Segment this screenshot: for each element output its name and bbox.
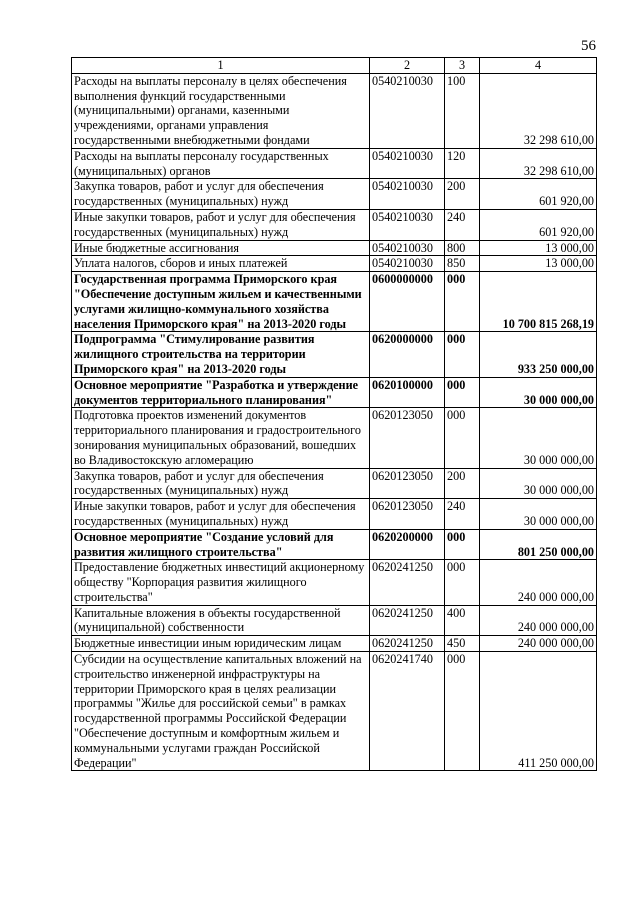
row-sum-cell: 933 250 000,00 <box>480 332 597 377</box>
page-number: 56 <box>581 38 596 54</box>
table-header-row <box>72 58 597 74</box>
row-name-cell: Иные закупки товаров, работ и услуг для обеспечения государственных (муниципальных) нужд <box>72 499 370 530</box>
row-code-cell: 0620200000 <box>370 529 445 560</box>
row-sum-cell: 32 298 610,00 <box>480 73 597 148</box>
row-code-cell: 0620123050 <box>370 468 445 499</box>
row-sum-cell: 240 000 000,00 <box>480 560 597 605</box>
row-sum-cell: 30 000 000,00 <box>480 408 597 468</box>
table-row <box>72 377 597 408</box>
row-type-cell: 000 <box>445 529 480 560</box>
header-col-1: 1 <box>72 58 370 74</box>
row-type-cell: 000 <box>445 408 480 468</box>
row-sum-cell: 13 000,00 <box>480 256 597 272</box>
row-type-cell: 240 <box>445 209 480 240</box>
row-type-cell: 000 <box>445 377 480 408</box>
row-code-cell: 0540210030 <box>370 179 445 210</box>
row-name-cell: Расходы на выплаты персоналу государственных (муниципальных) органов <box>72 148 370 179</box>
row-code-cell: 0540210030 <box>370 256 445 272</box>
row-sum-cell: 601 920,00 <box>480 179 597 210</box>
row-sum-cell: 30 000 000,00 <box>480 468 597 499</box>
row-type-cell: 200 <box>445 468 480 499</box>
row-name-cell: Предоставление бюджетных инвестиций акционерному обществу "Корпорация развития жилищного строительства" <box>72 560 370 605</box>
row-name-cell: Капитальные вложения в объекты государственной (муниципальной) собственности <box>72 605 370 636</box>
row-type-cell: 400 <box>445 605 480 636</box>
row-type-cell: 000 <box>445 560 480 605</box>
row-code-cell: 0540210030 <box>370 209 445 240</box>
row-name-cell: Расходы на выплаты персоналу в целях обеспечения выполнения функций государственными (муниципальными) органами, казенными учреждениями, органами управления государственными внебюджетными фондами <box>72 73 370 148</box>
row-code-cell: 0620123050 <box>370 408 445 468</box>
table-row <box>72 179 597 210</box>
row-code-cell: 0620241740 <box>370 652 445 771</box>
row-type-cell: 450 <box>445 636 480 652</box>
table-row <box>72 560 597 605</box>
row-sum-cell: 10 700 815 268,19 <box>480 272 597 332</box>
row-code-cell: 0620241250 <box>370 636 445 652</box>
table-row <box>72 408 597 468</box>
table-row <box>72 240 597 256</box>
row-type-cell: 240 <box>445 499 480 530</box>
row-type-cell: 000 <box>445 332 480 377</box>
row-name-cell: Иные бюджетные ассигнования <box>72 240 370 256</box>
row-type-cell: 100 <box>445 73 480 148</box>
header-col-3: 3 <box>445 58 480 74</box>
row-name-cell: Подпрограмма "Стимулирование развития жилищного строительства на территории Приморского края" на 2013-2020 годы <box>72 332 370 377</box>
row-sum-cell: 801 250 000,00 <box>480 529 597 560</box>
row-sum-cell: 411 250 000,00 <box>480 652 597 771</box>
row-sum-cell: 601 920,00 <box>480 209 597 240</box>
row-code-cell: 0620123050 <box>370 499 445 530</box>
row-name-cell: Субсидии на осуществление капитальных вложений на строительство инженерной инфраструктуры на территории Приморского края в целях реализации программы "Жилье для российской семьи" в рамках государственной программы Российской Федерации "Обеспечение доступным и комфортным жильем и коммунальными услугами граждан Российской Федерации" <box>72 652 370 771</box>
row-name-cell: Бюджетные инвестиции иным юридическим лицам <box>72 636 370 652</box>
row-code-cell: 0620100000 <box>370 377 445 408</box>
table-row <box>72 209 597 240</box>
row-sum-cell: 32 298 610,00 <box>480 148 597 179</box>
row-name-cell: Закупка товаров, работ и услуг для обеспечения государственных (муниципальных) нужд <box>72 179 370 210</box>
row-name-cell: Основное мероприятие "Создание условий для развития жилищного строительства" <box>72 529 370 560</box>
row-type-cell: 120 <box>445 148 480 179</box>
row-name-cell: Уплата налогов, сборов и иных платежей <box>72 256 370 272</box>
table-row <box>72 256 597 272</box>
table-row <box>72 148 597 179</box>
row-sum-cell: 240 000 000,00 <box>480 636 597 652</box>
row-code-cell: 0600000000 <box>370 272 445 332</box>
row-name-cell: Закупка товаров, работ и услуг для обеспечения государственных (муниципальных) нужд <box>72 468 370 499</box>
header-col-2: 2 <box>370 58 445 74</box>
row-name-cell: Государственная программа Приморского края "Обеспечение доступным жильем и качественными услугами жилищно-коммунального хозяйства населения Приморского края" на 2013-2020 годы <box>72 272 370 332</box>
row-type-cell: 200 <box>445 179 480 210</box>
header-col-4: 4 <box>480 58 597 74</box>
table-row <box>72 652 597 771</box>
table-row <box>72 499 597 530</box>
row-code-cell: 0540210030 <box>370 240 445 256</box>
row-code-cell: 0620241250 <box>370 605 445 636</box>
row-name-cell: Иные закупки товаров, работ и услуг для обеспечения государственных (муниципальных) нужд <box>72 209 370 240</box>
row-sum-cell: 30 000 000,00 <box>480 499 597 530</box>
table-row <box>72 272 597 332</box>
row-sum-cell: 240 000 000,00 <box>480 605 597 636</box>
table-row <box>72 73 597 148</box>
row-type-cell: 800 <box>445 240 480 256</box>
row-code-cell: 0540210030 <box>370 148 445 179</box>
table-row <box>72 332 597 377</box>
table-row <box>72 529 597 560</box>
row-sum-cell: 13 000,00 <box>480 240 597 256</box>
row-code-cell: 0540210030 <box>370 73 445 148</box>
row-type-cell: 000 <box>445 272 480 332</box>
row-code-cell: 0620000000 <box>370 332 445 377</box>
row-name-cell: Подготовка проектов изменений документов территориального планирования и градостроительного зонирования муниципальных образований, вошедших во Владивостокскую агломерацию <box>72 408 370 468</box>
budget-table <box>71 57 597 771</box>
row-code-cell: 0620241250 <box>370 560 445 605</box>
row-type-cell: 000 <box>445 652 480 771</box>
row-name-cell: Основное мероприятие "Разработка и утверждение документов территориального планирования" <box>72 377 370 408</box>
table-row <box>72 636 597 652</box>
table-row <box>72 468 597 499</box>
table-row <box>72 605 597 636</box>
row-sum-cell: 30 000 000,00 <box>480 377 597 408</box>
row-type-cell: 850 <box>445 256 480 272</box>
